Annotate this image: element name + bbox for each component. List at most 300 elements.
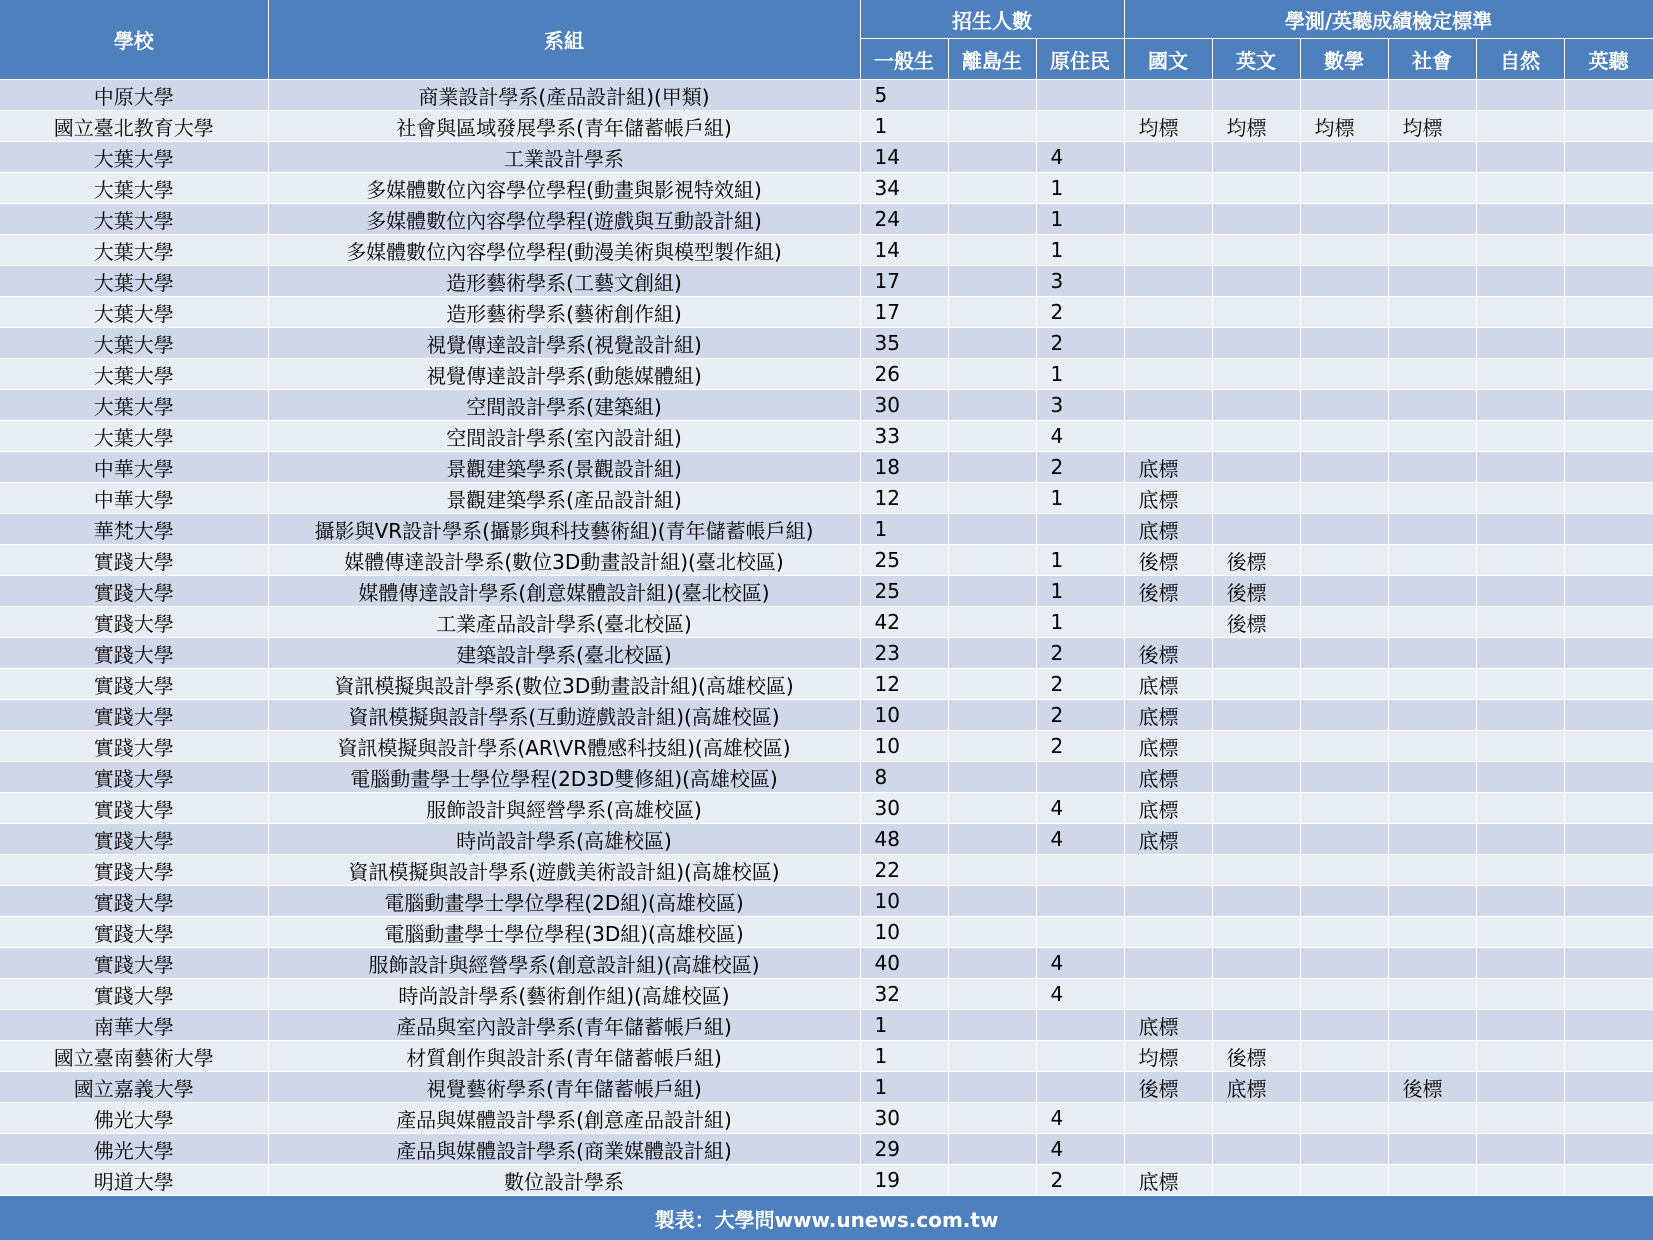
cell-social <box>1388 1041 1476 1072</box>
cell-social: 均標 <box>1388 111 1476 142</box>
cell-indigenous: 1 <box>1036 576 1124 607</box>
cell-school: 明道大學 <box>0 1165 268 1196</box>
cell-dept: 電腦動畫學士學位學程(2D3D雙修組)(高雄校區) <box>268 762 860 793</box>
cell-general: 8 <box>860 762 948 793</box>
cell-indigenous <box>1036 1041 1124 1072</box>
cell-school: 實踐大學 <box>0 700 268 731</box>
cell-indigenous <box>1036 917 1124 948</box>
cell-island <box>948 979 1036 1010</box>
cell-indigenous: 4 <box>1036 979 1124 1010</box>
cell-science <box>1476 328 1564 359</box>
cell-science <box>1476 80 1564 111</box>
cell-math <box>1300 1103 1388 1134</box>
cell-math <box>1300 948 1388 979</box>
cell-indigenous <box>1036 111 1124 142</box>
cell-social <box>1388 421 1476 452</box>
cell-chinese <box>1124 855 1212 886</box>
cell-island <box>948 514 1036 545</box>
cell-social <box>1388 669 1476 700</box>
cell-indigenous <box>1036 886 1124 917</box>
cell-science <box>1476 235 1564 266</box>
cell-general: 19 <box>860 1165 948 1196</box>
cell-dept: 景觀建築學系(景觀設計組) <box>268 452 860 483</box>
table-row <box>0 204 1653 235</box>
cell-social <box>1388 1165 1476 1196</box>
cell-indigenous <box>1036 762 1124 793</box>
cell-general: 24 <box>860 204 948 235</box>
cell-social <box>1388 1010 1476 1041</box>
cell-island <box>948 700 1036 731</box>
cell-island <box>948 607 1036 638</box>
cell-general: 33 <box>860 421 948 452</box>
cell-math <box>1300 1134 1388 1165</box>
cell-science <box>1476 762 1564 793</box>
cell-dept: 多媒體數位內容學位學程(動畫與影視特效組) <box>268 173 860 204</box>
cell-indigenous: 4 <box>1036 824 1124 855</box>
cell-listening <box>1564 111 1653 142</box>
cell-english <box>1212 266 1300 297</box>
cell-listening <box>1564 514 1653 545</box>
cell-listening <box>1564 483 1653 514</box>
cell-english <box>1212 328 1300 359</box>
cell-indigenous: 2 <box>1036 731 1124 762</box>
cell-english: 後標 <box>1212 545 1300 576</box>
cell-island <box>948 917 1036 948</box>
header-dept: 系組 <box>268 0 860 80</box>
cell-math <box>1300 669 1388 700</box>
cell-chinese: 均標 <box>1124 111 1212 142</box>
cell-dept: 視覺傳達設計學系(視覺設計組) <box>268 328 860 359</box>
table-row <box>0 235 1653 266</box>
cell-indigenous: 2 <box>1036 452 1124 483</box>
cell-social <box>1388 328 1476 359</box>
cell-island <box>948 452 1036 483</box>
cell-island <box>948 390 1036 421</box>
cell-island <box>948 1041 1036 1072</box>
cell-social <box>1388 173 1476 204</box>
header-chinese: 國文 <box>1124 39 1212 80</box>
cell-dept: 空間設計學系(建築組) <box>268 390 860 421</box>
table-row <box>0 607 1653 638</box>
cell-science <box>1476 1103 1564 1134</box>
cell-listening <box>1564 421 1653 452</box>
cell-chinese: 底標 <box>1124 700 1212 731</box>
cell-english <box>1212 793 1300 824</box>
cell-island <box>948 80 1036 111</box>
cell-island <box>948 1134 1036 1165</box>
cell-indigenous: 1 <box>1036 235 1124 266</box>
cell-island <box>948 545 1036 576</box>
cell-general: 1 <box>860 1010 948 1041</box>
cell-indigenous: 1 <box>1036 204 1124 235</box>
table-row <box>0 514 1653 545</box>
cell-island <box>948 793 1036 824</box>
cell-english <box>1212 1103 1300 1134</box>
cell-science <box>1476 1134 1564 1165</box>
cell-math <box>1300 762 1388 793</box>
cell-general: 35 <box>860 328 948 359</box>
cell-social <box>1388 576 1476 607</box>
cell-dept: 造形藝術學系(藝術創作組) <box>268 297 860 328</box>
cell-island <box>948 855 1036 886</box>
cell-english <box>1212 1010 1300 1041</box>
cell-indigenous: 2 <box>1036 669 1124 700</box>
cell-general: 1 <box>860 1072 948 1103</box>
table-row <box>0 173 1653 204</box>
cell-chinese: 底標 <box>1124 793 1212 824</box>
cell-chinese: 底標 <box>1124 514 1212 545</box>
cell-listening <box>1564 80 1653 111</box>
cell-island <box>948 731 1036 762</box>
cell-social <box>1388 483 1476 514</box>
cell-dept: 電腦動畫學士學位學程(3D組)(高雄校區) <box>268 917 860 948</box>
cell-social <box>1388 142 1476 173</box>
cell-social <box>1388 948 1476 979</box>
cell-indigenous: 2 <box>1036 297 1124 328</box>
cell-school: 中華大學 <box>0 452 268 483</box>
table-row <box>0 917 1653 948</box>
cell-school: 南華大學 <box>0 1010 268 1041</box>
cell-school: 大葉大學 <box>0 328 268 359</box>
table-row <box>0 731 1653 762</box>
cell-indigenous: 1 <box>1036 173 1124 204</box>
cell-chinese: 底標 <box>1124 1010 1212 1041</box>
table-row <box>0 979 1653 1010</box>
cell-dept: 服飾設計與經營學系(高雄校區) <box>268 793 860 824</box>
cell-indigenous: 2 <box>1036 638 1124 669</box>
cell-english: 後標 <box>1212 1041 1300 1072</box>
cell-english <box>1212 421 1300 452</box>
cell-school: 中華大學 <box>0 483 268 514</box>
cell-english <box>1212 173 1300 204</box>
cell-dept: 視覺藝術學系(青年儲蓄帳戶組) <box>268 1072 860 1103</box>
cell-social <box>1388 762 1476 793</box>
cell-general: 1 <box>860 1041 948 1072</box>
table-row <box>0 855 1653 886</box>
cell-listening <box>1564 328 1653 359</box>
cell-island <box>948 1103 1036 1134</box>
table-row <box>0 1103 1653 1134</box>
cell-science <box>1476 483 1564 514</box>
cell-english <box>1212 731 1300 762</box>
cell-english: 後標 <box>1212 607 1300 638</box>
cell-dept: 資訊模擬與設計學系(互動遊戲設計組)(高雄校區) <box>268 700 860 731</box>
cell-dept: 數位設計學系 <box>268 1165 860 1196</box>
cell-math <box>1300 917 1388 948</box>
cell-english <box>1212 886 1300 917</box>
table-header <box>0 0 1653 80</box>
cell-general: 26 <box>860 359 948 390</box>
cell-school: 實踐大學 <box>0 824 268 855</box>
table-row <box>0 1165 1653 1196</box>
cell-school: 大葉大學 <box>0 421 268 452</box>
cell-indigenous: 2 <box>1036 328 1124 359</box>
cell-school: 實踐大學 <box>0 731 268 762</box>
cell-general: 29 <box>860 1134 948 1165</box>
cell-indigenous <box>1036 514 1124 545</box>
cell-dept: 多媒體數位內容學位學程(遊戲與互動設計組) <box>268 204 860 235</box>
cell-listening <box>1564 173 1653 204</box>
cell-dept: 資訊模擬與設計學系(AR\VR體感科技組)(高雄校區) <box>268 731 860 762</box>
table-row <box>0 142 1653 173</box>
table-row <box>0 359 1653 390</box>
cell-island <box>948 173 1036 204</box>
cell-school: 實踐大學 <box>0 638 268 669</box>
cell-math <box>1300 359 1388 390</box>
cell-general: 34 <box>860 173 948 204</box>
cell-english <box>1212 514 1300 545</box>
table-row <box>0 1010 1653 1041</box>
cell-listening <box>1564 452 1653 483</box>
header-enrollment-group: 招生人數 <box>860 0 1124 39</box>
cell-general: 1 <box>860 514 948 545</box>
cell-general: 22 <box>860 855 948 886</box>
cell-math <box>1300 1041 1388 1072</box>
cell-science <box>1476 948 1564 979</box>
cell-english <box>1212 297 1300 328</box>
table-row <box>0 948 1653 979</box>
cell-chinese <box>1124 235 1212 266</box>
cell-social <box>1388 204 1476 235</box>
cell-dept: 多媒體數位內容學位學程(動漫美術與模型製作組) <box>268 235 860 266</box>
cell-science <box>1476 111 1564 142</box>
cell-island <box>948 235 1036 266</box>
cell-dept: 空間設計學系(室內設計組) <box>268 421 860 452</box>
cell-listening <box>1564 793 1653 824</box>
header-math: 數學 <box>1300 39 1388 80</box>
cell-general: 1 <box>860 111 948 142</box>
cell-science <box>1476 204 1564 235</box>
cell-general: 10 <box>860 917 948 948</box>
cell-dept: 媒體傳達設計學系(創意媒體設計組)(臺北校區) <box>268 576 860 607</box>
cell-math <box>1300 204 1388 235</box>
cell-listening <box>1564 390 1653 421</box>
cell-chinese <box>1124 204 1212 235</box>
cell-island <box>948 886 1036 917</box>
cell-listening <box>1564 607 1653 638</box>
cell-listening <box>1564 1010 1653 1041</box>
cell-general: 10 <box>860 700 948 731</box>
cell-math <box>1300 483 1388 514</box>
cell-island <box>948 204 1036 235</box>
cell-english: 均標 <box>1212 111 1300 142</box>
cell-general: 10 <box>860 731 948 762</box>
cell-math <box>1300 328 1388 359</box>
cell-math <box>1300 1165 1388 1196</box>
table-row <box>0 824 1653 855</box>
table-row <box>0 1134 1653 1165</box>
cell-math <box>1300 452 1388 483</box>
cell-dept: 景觀建築學系(產品設計組) <box>268 483 860 514</box>
table-row <box>0 483 1653 514</box>
table-row <box>0 1041 1653 1072</box>
cell-listening <box>1564 700 1653 731</box>
cell-math <box>1300 855 1388 886</box>
cell-listening <box>1564 948 1653 979</box>
cell-general: 30 <box>860 793 948 824</box>
cell-indigenous <box>1036 1010 1124 1041</box>
cell-island <box>948 576 1036 607</box>
cell-indigenous: 2 <box>1036 1165 1124 1196</box>
cell-general: 18 <box>860 452 948 483</box>
cell-indigenous: 1 <box>1036 483 1124 514</box>
cell-science <box>1476 390 1564 421</box>
cell-chinese: 底標 <box>1124 483 1212 514</box>
cell-social <box>1388 793 1476 824</box>
cell-listening <box>1564 669 1653 700</box>
cell-indigenous: 4 <box>1036 142 1124 173</box>
cell-dept: 社會與區域發展學系(青年儲蓄帳戶組) <box>268 111 860 142</box>
cell-math <box>1300 576 1388 607</box>
cell-social <box>1388 359 1476 390</box>
cell-social <box>1388 452 1476 483</box>
cell-general: 30 <box>860 390 948 421</box>
cell-chinese <box>1124 359 1212 390</box>
cell-listening <box>1564 917 1653 948</box>
table-row <box>0 266 1653 297</box>
cell-dept: 材質創作與設計系(青年儲蓄帳戶組) <box>268 1041 860 1072</box>
cell-social <box>1388 731 1476 762</box>
cell-math <box>1300 607 1388 638</box>
cell-dept: 產品與媒體設計學系(創意產品設計組) <box>268 1103 860 1134</box>
cell-dept: 造形藝術學系(工藝文創組) <box>268 266 860 297</box>
cell-social <box>1388 855 1476 886</box>
cell-english <box>1212 142 1300 173</box>
cell-dept: 建築設計學系(臺北校區) <box>268 638 860 669</box>
table-row <box>0 638 1653 669</box>
header-social: 社會 <box>1388 39 1476 80</box>
cell-indigenous: 1 <box>1036 359 1124 390</box>
cell-english: 後標 <box>1212 576 1300 607</box>
cell-listening <box>1564 266 1653 297</box>
cell-chinese: 後標 <box>1124 545 1212 576</box>
header-general: 一般生 <box>860 39 948 80</box>
cell-math: 均標 <box>1300 111 1388 142</box>
cell-english: 底標 <box>1212 1072 1300 1103</box>
cell-math <box>1300 235 1388 266</box>
cell-listening <box>1564 731 1653 762</box>
cell-chinese <box>1124 607 1212 638</box>
table-row <box>0 576 1653 607</box>
cell-chinese <box>1124 1134 1212 1165</box>
table-row <box>0 762 1653 793</box>
cell-listening <box>1564 576 1653 607</box>
cell-chinese <box>1124 328 1212 359</box>
cell-science <box>1476 1165 1564 1196</box>
cell-chinese <box>1124 390 1212 421</box>
table-row <box>0 421 1653 452</box>
cell-general: 12 <box>860 669 948 700</box>
cell-general: 5 <box>860 80 948 111</box>
cell-science <box>1476 979 1564 1010</box>
cell-chinese: 後標 <box>1124 576 1212 607</box>
table-row <box>0 111 1653 142</box>
cell-chinese: 均標 <box>1124 1041 1212 1072</box>
table-row <box>0 793 1653 824</box>
cell-math <box>1300 1010 1388 1041</box>
cell-science <box>1476 1010 1564 1041</box>
cell-school: 實踐大學 <box>0 793 268 824</box>
cell-english <box>1212 700 1300 731</box>
cell-general: 12 <box>860 483 948 514</box>
cell-chinese <box>1124 266 1212 297</box>
cell-listening <box>1564 297 1653 328</box>
cell-general: 10 <box>860 886 948 917</box>
header-school: 學校 <box>0 0 268 80</box>
cell-math <box>1300 638 1388 669</box>
cell-english <box>1212 638 1300 669</box>
cell-dept: 電腦動畫學士學位學程(2D組)(高雄校區) <box>268 886 860 917</box>
table-body <box>0 80 1653 1196</box>
table-row <box>0 886 1653 917</box>
cell-island <box>948 638 1036 669</box>
cell-general: 48 <box>860 824 948 855</box>
cell-math <box>1300 700 1388 731</box>
cell-school: 佛光大學 <box>0 1134 268 1165</box>
cell-science <box>1476 793 1564 824</box>
cell-listening <box>1564 142 1653 173</box>
cell-english <box>1212 359 1300 390</box>
header-island: 離島生 <box>948 39 1036 80</box>
header-science: 自然 <box>1476 39 1564 80</box>
cell-english <box>1212 762 1300 793</box>
table-row <box>0 390 1653 421</box>
cell-general: 30 <box>860 1103 948 1134</box>
cell-chinese <box>1124 173 1212 204</box>
cell-school: 中原大學 <box>0 80 268 111</box>
table-row <box>0 669 1653 700</box>
cell-school: 大葉大學 <box>0 235 268 266</box>
cell-english <box>1212 669 1300 700</box>
cell-science <box>1476 824 1564 855</box>
cell-social <box>1388 80 1476 111</box>
cell-school: 實踐大學 <box>0 762 268 793</box>
cell-dept: 工業產品設計學系(臺北校區) <box>268 607 860 638</box>
cell-listening <box>1564 1165 1653 1196</box>
cell-social <box>1388 514 1476 545</box>
cell-science <box>1476 421 1564 452</box>
cell-math <box>1300 142 1388 173</box>
cell-dept: 視覺傳達設計學系(動態媒體組) <box>268 359 860 390</box>
cell-island <box>948 266 1036 297</box>
cell-chinese <box>1124 142 1212 173</box>
cell-dept: 資訊模擬與設計學系(遊戲美術設計組)(高雄校區) <box>268 855 860 886</box>
cell-indigenous <box>1036 80 1124 111</box>
cell-school: 實踐大學 <box>0 576 268 607</box>
cell-science <box>1476 1041 1564 1072</box>
cell-school: 實踐大學 <box>0 855 268 886</box>
cell-math <box>1300 297 1388 328</box>
cell-chinese <box>1124 80 1212 111</box>
cell-science <box>1476 1072 1564 1103</box>
cell-social <box>1388 545 1476 576</box>
cell-math <box>1300 80 1388 111</box>
cell-island <box>948 142 1036 173</box>
cell-island <box>948 824 1036 855</box>
cell-science <box>1476 917 1564 948</box>
cell-social <box>1388 235 1476 266</box>
cell-school: 國立臺北教育大學 <box>0 111 268 142</box>
cell-english <box>1212 1165 1300 1196</box>
cell-general: 25 <box>860 576 948 607</box>
cell-general: 32 <box>860 979 948 1010</box>
cell-dept: 時尚設計學系(藝術創作組)(高雄校區) <box>268 979 860 1010</box>
cell-chinese <box>1124 886 1212 917</box>
cell-social <box>1388 1103 1476 1134</box>
cell-school: 實踐大學 <box>0 886 268 917</box>
cell-english <box>1212 235 1300 266</box>
cell-social <box>1388 700 1476 731</box>
